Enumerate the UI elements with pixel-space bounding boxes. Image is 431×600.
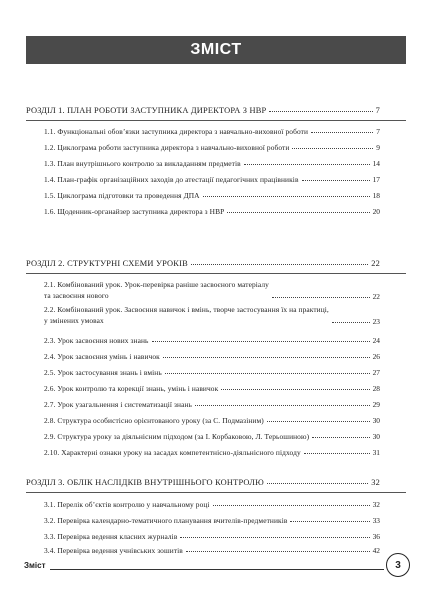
toc-page-number: 22: [371, 259, 380, 268]
dot-leader: [290, 521, 369, 522]
toc-page-number: 7: [376, 127, 380, 136]
toc-entry-label: 1.1. Функціональні обов’язки заступника директора з навчально-виховної роботи: [44, 127, 309, 136]
toc-entry[interactable]: [44, 159, 380, 168]
toc-entry[interactable]: [44, 207, 380, 216]
toc-page-number: 33: [372, 516, 380, 525]
toc-entry-label-line2: та засвоєння нового: [44, 291, 109, 300]
toc-page-number: 29: [372, 400, 380, 409]
toc-page-number: 22: [372, 292, 380, 301]
toc-page-number: 20: [372, 207, 380, 216]
toc-entry-label: 3.4. Перевірка ведення учнівських зошитів: [44, 546, 183, 555]
dot-leader: [302, 180, 370, 181]
toc-entry-label: 1.3. План внутрішнього контролю за викладанням предметів: [44, 159, 241, 168]
footer-rule: [50, 569, 384, 570]
toc-entry[interactable]: [44, 368, 380, 377]
toc-entry-label: 2.8. Структура особистісно орієнтованого уроку (за С. Подмазіним): [44, 416, 264, 425]
toc-entry-label-line1: 2.2. Комбінований урок. Засвоєння навичок і вмінь, творче застосування їх на практиці,: [44, 305, 329, 314]
toc-entry[interactable]: [44, 127, 380, 136]
dot-leader: [267, 483, 368, 484]
toc-section-heading[interactable]: [26, 106, 380, 115]
dot-leader: [186, 551, 370, 552]
toc-section-label: РОЗДІЛ 1. ПЛАН РОБОТИ ЗАСТУПНИКА ДИРЕКТОРА З НВР: [26, 106, 267, 115]
toc-page-number: 7: [375, 106, 380, 115]
dot-leader: [304, 453, 370, 454]
dot-leader: [191, 264, 368, 265]
dot-leader: [272, 297, 370, 298]
toc-entry-label: 1.5. Циклограма підготовки та проведення ДПА: [44, 191, 200, 200]
toc-entry-label: 2.9. Структура уроку за діяльнісним підходом (за І. Корбаковою, Л. Терьошиною): [44, 432, 310, 441]
toc-entry-label: [44, 279, 269, 301]
toc-entry[interactable]: [44, 191, 380, 200]
toc-entry[interactable]: [44, 336, 380, 345]
toc-page-number: 18: [372, 191, 380, 200]
toc-entry[interactable]: [44, 304, 380, 326]
toc-entry-label: 2.4. Урок засвоєння умінь і навичок: [44, 352, 160, 361]
toc-entry[interactable]: [44, 279, 380, 301]
toc-page-number: 24: [372, 336, 380, 345]
toc-entry-label: 1.2. Циклограма роботи заступника директора з навчально-виховної роботи: [44, 143, 290, 152]
dot-leader: [195, 405, 370, 406]
toc-entry[interactable]: [44, 516, 380, 525]
toc-page-number: 36: [372, 532, 380, 541]
toc-entry-label-line2: у змінених умовах: [44, 316, 104, 325]
toc-page-number: 32: [371, 478, 380, 487]
toc-section-heading[interactable]: [26, 478, 380, 487]
toc-entry-label: 2.7. Урок узагальнення і систематизації знань: [44, 400, 192, 409]
toc-entry-label: 2.10. Характерні ознаки уроку на засадах компетентнісно-діяльнісного підходу: [44, 448, 301, 457]
page-title: ЗМІСТ: [26, 36, 406, 64]
toc-page-number: 30: [372, 432, 380, 441]
toc-entry-label: 3.1. Перелік об’єктів контролю у навчальному році: [44, 500, 210, 509]
toc-page-number: 27: [372, 368, 380, 377]
dot-leader: [311, 132, 373, 133]
dot-leader: [163, 357, 370, 358]
toc-entry[interactable]: [44, 532, 380, 541]
toc-entry-label-line1: 2.1. Комбінований урок. Урок-перевірка раніше засвоєного матеріалу: [44, 280, 269, 289]
toc-entry[interactable]: [44, 432, 380, 441]
toc-entry-label: 2.5. Урок застосування знань і вмінь: [44, 368, 162, 377]
toc-entry[interactable]: [44, 400, 380, 409]
toc-section-label: РОЗДІЛ 3. ОБЛІК НАСЛІДКІВ ВНУТРІШНЬОГО КОНТРОЛЮ: [26, 478, 264, 487]
dot-leader: [269, 111, 372, 112]
toc-page-number: 23: [372, 317, 380, 326]
toc-section-heading[interactable]: [26, 259, 380, 268]
toc-page-number: 17: [372, 175, 380, 184]
toc-page-number: 9: [376, 143, 380, 152]
toc-page-number: 26: [372, 352, 380, 361]
dot-leader: [312, 437, 369, 438]
toc-entry[interactable]: [44, 500, 380, 509]
dot-leader: [244, 164, 370, 165]
dot-leader: [221, 389, 369, 390]
toc-entry[interactable]: [44, 143, 380, 152]
toc-entry-label: 1.4. План-графік організаційних заходів до атестації педагогічних працівників: [44, 175, 299, 184]
toc-entry-label: 1.6. Щоденник-органайзер заступника директора з НВР: [44, 207, 225, 216]
toc-entry-label: 3.3. Перевірка ведення класних журналів: [44, 532, 178, 541]
toc-page-number: 28: [372, 384, 380, 393]
toc-section-label: РОЗДІЛ 2. СТРУКТУРНІ СХЕМИ УРОКІВ: [26, 259, 188, 268]
dot-leader: [180, 537, 369, 538]
dot-leader: [165, 373, 370, 374]
dot-leader: [332, 322, 370, 323]
toc-entry-label: 3.2. Перевірка календарно-тематичного планування вчителів-предметників: [44, 516, 288, 525]
footer-label: Зміст: [24, 561, 46, 570]
page-footer: [24, 553, 414, 579]
toc-page-number: 14: [372, 159, 380, 168]
toc-page-number: 42: [372, 546, 380, 555]
toc-entry-label: [44, 304, 329, 326]
dot-leader: [213, 505, 370, 506]
toc-entry-label: 2.6. Урок контролю та корекції знань, умінь і навичок: [44, 384, 219, 393]
toc-entry[interactable]: [44, 175, 380, 184]
toc-entry-label: 2.3. Урок засвоєння нових знань: [44, 336, 149, 345]
dot-leader: [203, 196, 370, 197]
toc-entry[interactable]: [44, 416, 380, 425]
dot-leader: [152, 341, 370, 342]
toc-entry[interactable]: [44, 352, 380, 361]
toc-entry[interactable]: [44, 384, 380, 393]
dot-leader: [267, 421, 370, 422]
page-number-badge: 3: [386, 553, 410, 577]
toc-page-number: 31: [372, 448, 380, 457]
toc-entry[interactable]: [44, 448, 380, 457]
toc-page-number: 30: [372, 416, 380, 425]
dot-leader: [227, 212, 369, 213]
dot-leader: [292, 148, 373, 149]
toc-page-number: 32: [372, 500, 380, 509]
